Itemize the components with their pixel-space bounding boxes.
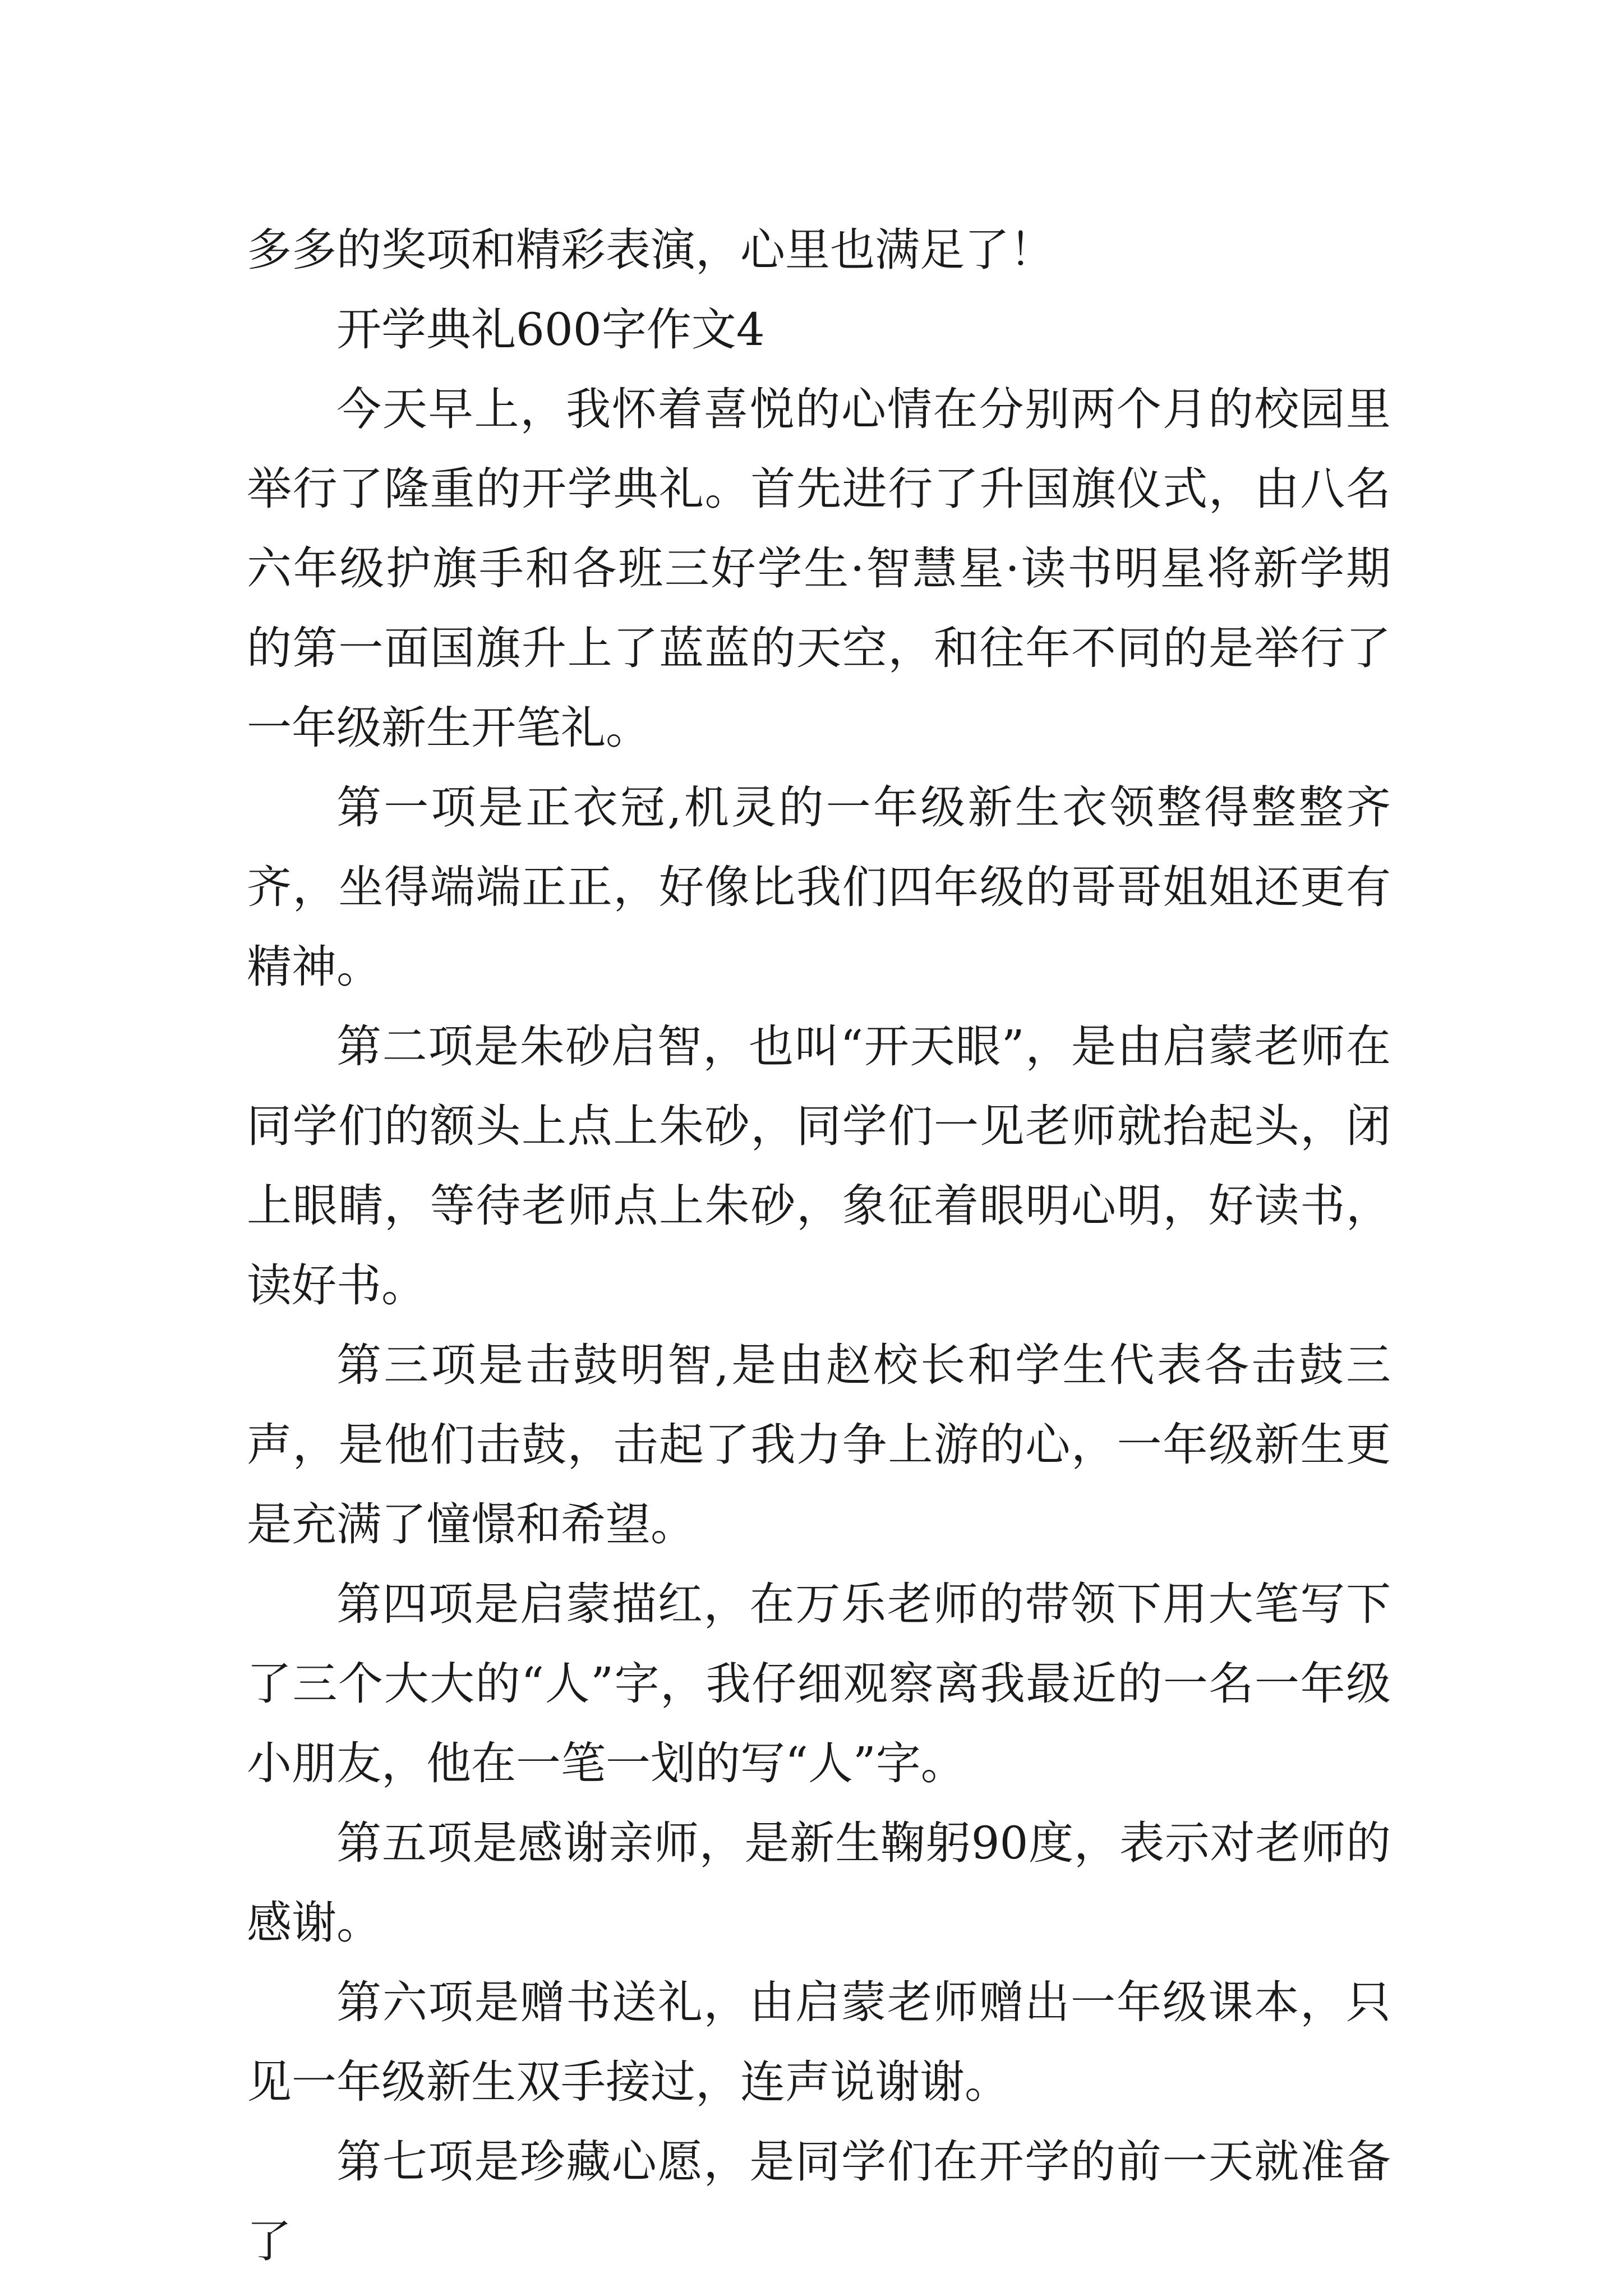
- paragraph-item-6: 第六项是赠书送礼，由启蒙老师赠出一年级课本，只见一年级新生双手接过，连声说谢谢。: [247, 1976, 1391, 2108]
- essay-title: 开学典礼600字作文4: [336, 303, 765, 356]
- paragraph-item-2: 第二项是朱砂启智，也叫“开天眼”，是由启蒙老师在同学们的额头上点上朱砂，同学们一见老师就抬起头，闭上眼睛，等待老师点上朱砂，象征着眼明心明，好读书，读好书。: [247, 1020, 1391, 1312]
- paragraph-intro: 今天早上，我怀着喜悦的心情在分别两个月的校园里举行了隆重的开学典礼。首先进行了升国旗仪式，由八名六年级护旗手和各班三好学生·智慧星·读书明星将新学期的第一面国旗升上了蓝蓝的天空，和往年不同的是举行了一年级新生开笔礼。: [247, 383, 1391, 754]
- paragraph-continuation: 多多的奖项和精彩表演，心里也满足了！: [247, 224, 1054, 276]
- paragraph-item-1: 第一项是正衣冠,机灵的一年级新生衣领整得整整齐齐，坐得端端正正，好像比我们四年级的哥哥姐姐还更有精神。: [247, 781, 1391, 993]
- paragraph-item-3: 第三项是击鼓明智,是由赵校长和学生代表各击鼓三声，是他们击鼓，击起了我力争上游的心，一年级新生更是充满了憧憬和希望。: [247, 1339, 1391, 1550]
- paragraph-item-5: 第五项是感谢亲师，是新生鞠躬90度，表示对老师的感谢。: [247, 1817, 1391, 1949]
- essay-body: [247, 210, 1391, 2281]
- paragraph-item-4: 第四项是启蒙描红，在万乐老师的带领下用大笔写下了三个大大的“人”字，我仔细观察离我最近的一名一年级小朋友，他在一笔一划的写“人”字。: [247, 1578, 1391, 1789]
- paragraph-item-7: 第七项是珍藏心愿，是同学们在开学的前一天就准备了: [247, 2136, 1391, 2267]
